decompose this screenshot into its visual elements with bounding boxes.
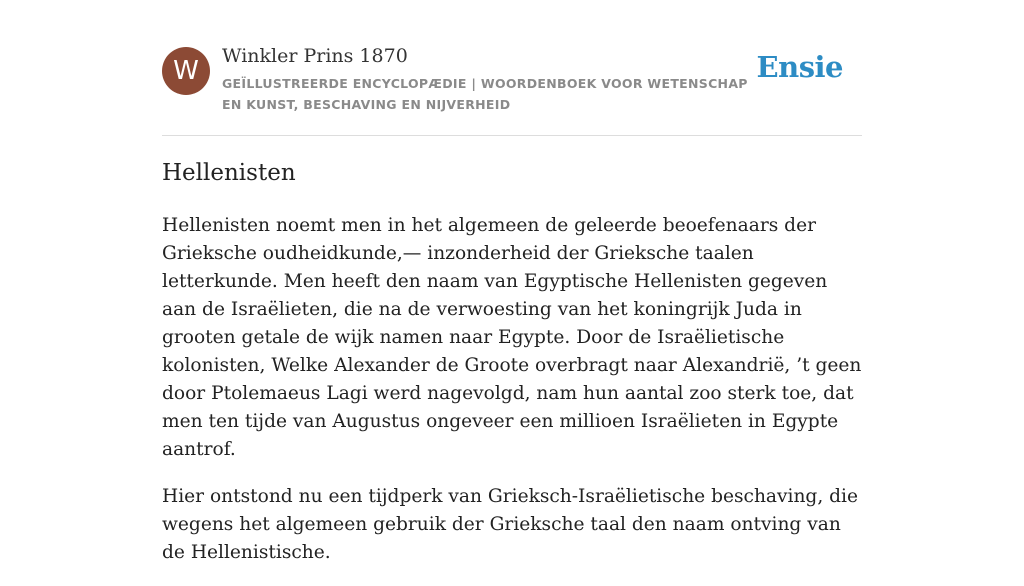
article-body: [162, 212, 864, 586]
source-title-link[interactable]: Winkler Prins 1870: [222, 45, 408, 67]
page-container: [162, 0, 862, 563]
source-header: [162, 0, 862, 136]
article-paragraph: Hier ontstond nu een tijdperk van Grieksch-Israëlietische beschaving, die wegens het algemeen gebruik der Grieksche taal den naam ontving van de Hellenistische.: [162, 486, 859, 563]
article-paragraph: Hellenisten noemt men in het algemeen de geleerde beoefenaars der Grieksche oudheidkunde,— inzonderheid der Grieksche taalen letterkunde. Men heeft den naam van Egyptische Hellenisten gegeven aan de Israëlieten, die na de verwoesting van het koningrijk Juda in grooten getale de wijk namen naar Egypte. Door de Israëlietische kolonisten, Welke Alexander de Groote overbragt naar Alexandrië, ’t geen door Ptolemaeus Lagi werd nagevolgd, nam hun aantal zoo sterk toe, dat men ten tijde van Augustus ongeveer een millioen Israëlieten in Egypte aantrof.: [162, 215, 862, 460]
ensie-logo[interactable]: Ensie: [756, 50, 843, 84]
article-title: Hellenisten: [162, 160, 296, 186]
source-subtitle: GEÏLLUSTREERDE ENCYCLOPÆDIE | WOORDENBOEK VOOR WETENSCHAP EN KUNST, BESCHAVING EN NIJVERHEID: [222, 76, 748, 112]
source-avatar[interactable]: W: [162, 47, 210, 95]
